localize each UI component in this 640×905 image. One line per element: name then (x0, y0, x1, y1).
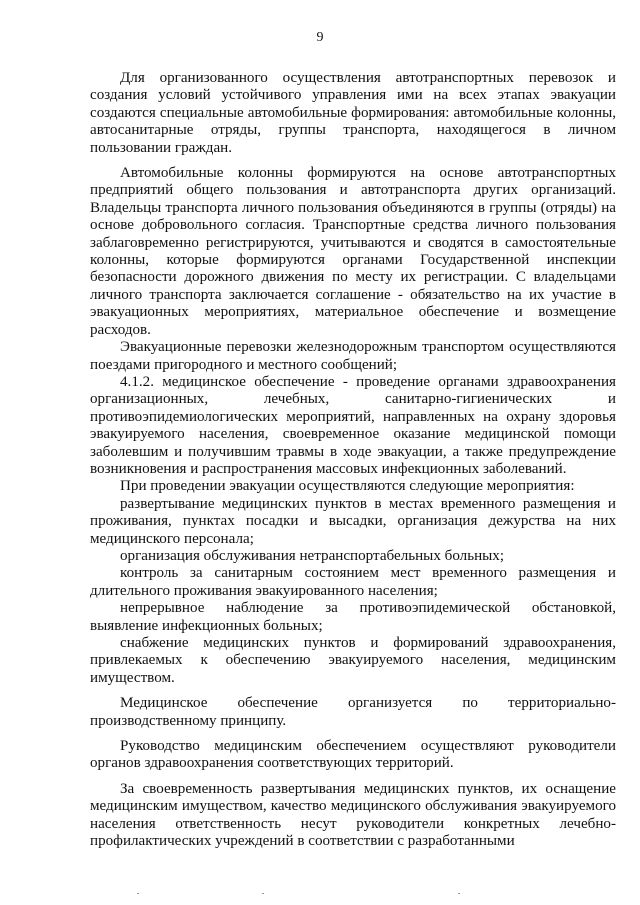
paragraph-medical-support: 4.1.2. медицинское обеспечение - проведение органами здравоохранения организационных, лечебных, санитарно-гигиенических и противоэпидемиологических мероприятий, направленных на охрану здоровья эвакуируемого населения, своевременное оказание медицинской помощи заболевшим и получившим травмы в ходе эвакуации, а также предупреждение возникновения и распространения массовых инфекционных заболеваний. (90, 373, 616, 477)
paragraph-territorial-principle: Медицинское обеспечение организуется по территориально-производственному принципу. (90, 695, 616, 729)
document-body (90, 70, 616, 850)
paragraph-responsibility: За своевременность развертывания медицинских пунктов, их оснащение медицинским имуществом, качество медицинского обслуживания эвакуируемого населения ответственность несут руководители конкретных лечебно-профилактических учреждений в соответствии с разработанными (90, 780, 616, 850)
paragraph-autotransport-formations: Для организованного осуществления автотранспортных перевозок и создания условий устойчивого управления ими на всех этапах эвакуации создаются специальные автомобильные формирования: автомобильные колонны, автосанитарные отряды, группы транспорта, находящегося в личном пользовании граждан. (90, 70, 616, 156)
list-item-medical-points: развертывание медицинских пунктов в местах временного размещения и проживания, пунктах посадки и высадки, организация дежурства на них медицинского персонала; (90, 495, 616, 547)
paragraph-measures-intro: При проведении эвакуации осуществляются следующие мероприятия: (120, 478, 575, 495)
paragraph-management: Руководство медицинским обеспечением осуществляют руководители органов здравоохранения соответствующих территорий. (90, 738, 616, 772)
paragraph-railway-transport: Эвакуационные перевозки железнодорожным транспортом осуществляются поездами пригородного и местного сообщений; (90, 339, 616, 373)
list-item-nontransportable-patients: организация обслуживания нетранспортабельных больных; (120, 547, 505, 564)
list-item-medical-supply: снабжение медицинских пунктов и формирований здравоохранения, привлекаемых к обеспечению эвакуируемого населения, медицинским имуществом. (90, 635, 616, 686)
list-item-sanitary-control: контроль за санитарным состоянием мест временного размещения и длительного проживания эвакуированного населения; (90, 565, 616, 599)
page-number: 9 (316, 30, 324, 45)
list-item-epidemic-monitoring: непрерывное наблюдение за противоэпидемической обстановкой, выявление инфекционных больных; (90, 600, 616, 634)
paragraph-auto-columns: Автомобильные колонны формируются на основе автотранспортных предприятий общего пользования и автотранспорта других организаций. Владельцы транспорта личного пользования объединяются в группы (отряды) на основе добровольного согласия. Транспортные средства личного пользования заблаговременно регистрируются, учитываются и сводятся в самостоятельные колонны, которые формируются органами Государственной инспекции безопасности дорожного движения по месту их регистрации. С владельцами личного транспорта заключается соглашение - обязательство на их участие в эвакуационных мероприятиях, материальное обеспечение и возмещение расходов. (90, 165, 616, 338)
